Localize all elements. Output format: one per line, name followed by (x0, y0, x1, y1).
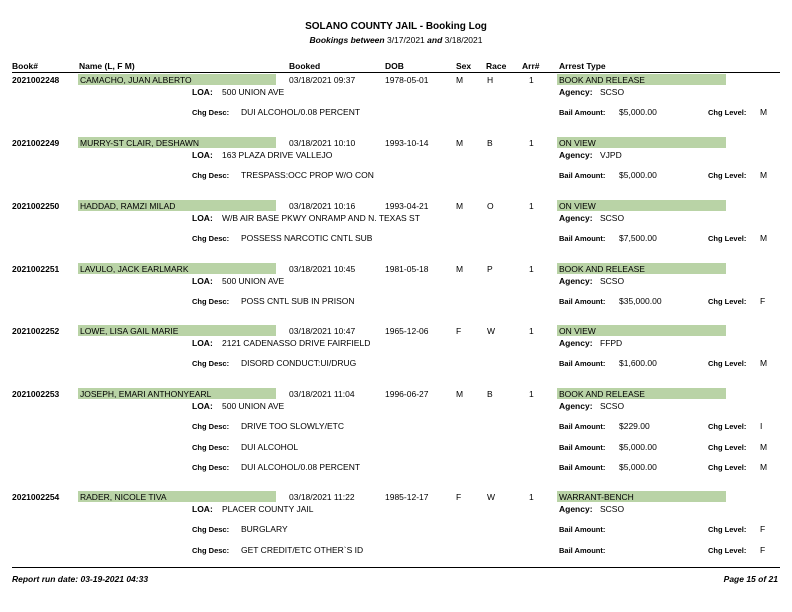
arrest-type: WARRANT-BENCH (559, 492, 634, 502)
chg-level-label: Chg Level: (708, 525, 747, 534)
book-number: 2021002254 (12, 492, 60, 502)
arrest-count: 1 (529, 389, 534, 399)
arrest-type: ON VIEW (559, 201, 596, 211)
book-number: 2021002253 (12, 389, 60, 399)
bail-amount-label: Bail Amount: (559, 422, 606, 431)
agency-label: Agency: (559, 150, 593, 160)
loa-value: 2121 CADENASSO DRIVE FAIRFIELD (222, 338, 371, 348)
race: O (487, 201, 494, 211)
chg-desc-value: GET CREDIT/ETC OTHER`S ID (241, 544, 364, 555)
chg-desc-label: Chg Desc: (192, 422, 230, 431)
chg-desc-value: DISORD CONDUCT:UI/DRUG (241, 358, 357, 368)
bail-amount-value: $5,000.00 (619, 441, 657, 452)
col-arrest-type: Arrest Type (559, 61, 606, 71)
race: H (487, 75, 494, 85)
date-of-birth: 1965-12-06 (385, 326, 429, 336)
agency-value: SCSO (600, 87, 625, 97)
agency-value: SCSO (600, 504, 625, 514)
chg-level-value: M (760, 107, 768, 117)
loa-label: LOA: (192, 276, 213, 286)
booked-datetime: 03/18/2021 11:22 (289, 492, 355, 502)
book-number: 2021002252 (12, 326, 60, 336)
race: B (487, 389, 493, 399)
book-number: 2021002251 (12, 264, 60, 274)
inmate-name: LOWE, LISA GAIL MARIE (80, 326, 179, 336)
bail-amount-label: Bail Amount: (559, 234, 606, 243)
arrest-type: BOOK AND RELEASE (559, 389, 645, 399)
chg-desc-value: BURGLARY (241, 524, 288, 534)
date-of-birth: 1996-06-27 (385, 389, 429, 399)
bail-amount-label: Bail Amount: (559, 442, 606, 452)
booked-datetime: 03/18/2021 10:45 (289, 264, 356, 274)
footer-rule (12, 567, 780, 568)
chg-level-value: M (760, 462, 768, 472)
date-to: 3/18/2021 (444, 35, 483, 45)
col-book: Book# (12, 61, 38, 71)
sex: F (456, 492, 462, 502)
agency-value: FFPD (600, 338, 623, 348)
bail-amount-value: $5,000.00 (619, 170, 657, 180)
agency-label: Agency: (559, 87, 593, 97)
sex: M (456, 201, 464, 211)
chg-level-label: Chg Level: (708, 463, 747, 472)
chg-level-value: F (760, 524, 766, 534)
page-number: Page 15 of 21 (723, 574, 778, 584)
report-title: SOLANO COUNTY JAIL - Booking Log (305, 21, 487, 32)
loa-value: 500 UNION AVE (222, 401, 285, 411)
chg-level-label: Chg Level: (708, 422, 747, 431)
bail-amount-label: Bail Amount: (559, 545, 606, 555)
loa-label: LOA: (192, 213, 213, 223)
booked-datetime: 03/18/2021 10:10 (289, 138, 356, 148)
inmate-name: LAVULO, JACK EARLMARK (80, 264, 189, 274)
header-rule (12, 72, 780, 73)
inmate-name: MURRY-ST CLAIR, DESHAWN (80, 138, 200, 148)
sex: M (456, 264, 464, 274)
bail-amount-label: Bail Amount: (559, 297, 606, 306)
book-number: 2021002250 (12, 201, 60, 211)
sex: M (456, 75, 464, 85)
chg-desc-value: DUI ALCOHOL (241, 441, 299, 452)
sex: M (456, 389, 464, 399)
chg-desc-label: Chg Desc: (192, 171, 230, 180)
agency-value: SCSO (600, 213, 625, 223)
race: B (487, 138, 493, 148)
date-of-birth: 1981-05-18 (385, 264, 429, 274)
chg-level-label: Chg Level: (708, 234, 747, 243)
book-number: 2021002249 (12, 138, 60, 148)
chg-level-value: M (760, 170, 768, 180)
col-arr: Arr# (522, 61, 540, 71)
agency-label: Agency: (559, 213, 593, 223)
agency-label: Agency: (559, 276, 593, 286)
arrest-type: ON VIEW (559, 326, 596, 336)
date-of-birth: 1985-12-17 (385, 492, 429, 502)
loa-value: W/B AIR BASE PKWY ONRAMP AND N. TEXAS ST (222, 213, 420, 223)
bail-amount-value: $7,500.00 (619, 233, 657, 243)
agency-label: Agency: (559, 338, 593, 348)
subtitle-and: and (427, 35, 443, 45)
loa-value: 500 UNION AVE (222, 87, 285, 97)
inmate-name: RADER, NICOLE TIVA (80, 492, 167, 502)
race: P (487, 264, 493, 274)
bail-amount-value: $5,000.00 (619, 462, 657, 472)
arrest-type: BOOK AND RELEASE (559, 264, 645, 274)
agency-value: SCSO (600, 276, 625, 286)
arrest-type: BOOK AND RELEASE (559, 75, 645, 85)
chg-desc-label: Chg Desc: (192, 525, 230, 534)
chg-desc-value: POSSESS NARCOTIC CNTL SUB (241, 233, 373, 243)
chg-desc-label: Chg Desc: (192, 545, 230, 555)
book-number: 2021002248 (12, 75, 60, 85)
chg-level-value: M (760, 358, 768, 368)
sex: F (456, 326, 462, 336)
date-of-birth: 1993-04-21 (385, 201, 429, 211)
agency-label: Agency: (559, 504, 593, 514)
date-of-birth: 1993-10-14 (385, 138, 429, 148)
agency-value: SCSO (600, 401, 625, 411)
chg-level-value: M (760, 233, 768, 243)
arrest-count: 1 (529, 75, 534, 85)
col-dob: DOB (385, 61, 404, 71)
col-booked: Booked (289, 61, 321, 71)
date-from: 3/17/2021 (386, 35, 425, 45)
date-of-birth: 1978-05-01 (385, 75, 429, 85)
chg-level-label: Chg Level: (708, 359, 747, 368)
chg-desc-value: DUI ALCOHOL/0.08 PERCENT (241, 107, 361, 117)
chg-desc-label: Chg Desc: (192, 108, 230, 117)
chg-desc-label: Chg Desc: (192, 442, 230, 452)
chg-level-label: Chg Level: (708, 442, 747, 452)
loa-value: 500 UNION AVE (222, 276, 285, 286)
loa-value: 163 PLAZA DRIVE VALLEJO (222, 150, 333, 160)
sex: M (456, 138, 464, 148)
booked-datetime: 03/18/2021 10:47 (289, 326, 356, 336)
inmate-name: JOSEPH, EMARI ANTHONYEARL (80, 389, 212, 399)
loa-label: LOA: (192, 87, 213, 97)
agency-value: VJPD (600, 150, 622, 160)
bail-amount-label: Bail Amount: (559, 108, 606, 117)
chg-desc-value: TRESPASS:OCC PROP W/O CON (241, 170, 374, 180)
race: W (487, 492, 496, 502)
booked-datetime: 03/18/2021 09:37 (289, 75, 356, 85)
bail-amount-label: Bail Amount: (559, 463, 606, 472)
inmate-name: HADDAD, RAMZI MILAD (80, 201, 176, 211)
chg-level-label: Chg Level: (708, 545, 747, 555)
chg-desc-value: DRIVE TOO SLOWLY/ETC (241, 421, 344, 431)
chg-desc-label: Chg Desc: (192, 359, 230, 368)
arrest-count: 1 (529, 201, 534, 211)
bail-amount-value: $5,000.00 (619, 107, 657, 117)
booked-datetime: 03/18/2021 11:04 (289, 389, 355, 399)
booked-datetime: 03/18/2021 10:16 (289, 201, 356, 211)
subtitle-prefix: Bookings between (309, 35, 385, 45)
chg-desc-value: DUI ALCOHOL/0.08 PERCENT (241, 462, 361, 472)
arrest-count: 1 (529, 138, 534, 148)
chg-desc-label: Chg Desc: (192, 463, 230, 472)
bail-amount-value: $1,600.00 (619, 358, 657, 368)
col-race: Race (486, 61, 507, 71)
bail-amount-label: Bail Amount: (559, 525, 606, 534)
arrest-count: 1 (529, 492, 534, 502)
chg-level-label: Chg Level: (708, 171, 747, 180)
race: W (487, 326, 496, 336)
arrest-type: ON VIEW (559, 138, 596, 148)
col-name: Name (L, F M) (79, 61, 135, 71)
arrest-count: 1 (529, 264, 534, 274)
loa-label: LOA: (192, 150, 213, 160)
col-sex: Sex (456, 61, 472, 71)
bail-amount-value: $229.00 (619, 421, 650, 431)
chg-desc-value: POSS CNTL SUB IN PRISON (241, 296, 355, 306)
report-subtitle (0, 35, 792, 45)
arrest-count: 1 (529, 326, 534, 336)
chg-level-value: M (760, 441, 768, 452)
report-run-date: Report run date: 03-19-2021 04:33 (12, 574, 149, 584)
chg-level-value: F (760, 544, 766, 555)
inmate-name: CAMACHO, JUAN ALBERTO (80, 75, 192, 85)
bail-amount-label: Bail Amount: (559, 359, 606, 368)
loa-label: LOA: (192, 401, 213, 411)
chg-level-value: F (760, 296, 766, 306)
loa-label: LOA: (192, 338, 213, 348)
chg-level-value: I (760, 421, 763, 431)
chg-desc-label: Chg Desc: (192, 297, 230, 306)
chg-level-label: Chg Level: (708, 108, 747, 117)
bail-amount-value: $35,000.00 (619, 296, 662, 306)
loa-value: PLACER COUNTY JAIL (222, 504, 314, 514)
agency-label: Agency: (559, 401, 593, 411)
bail-amount-label: Bail Amount: (559, 171, 606, 180)
chg-level-label: Chg Level: (708, 297, 747, 306)
chg-desc-label: Chg Desc: (192, 234, 230, 243)
loa-label: LOA: (192, 504, 213, 514)
